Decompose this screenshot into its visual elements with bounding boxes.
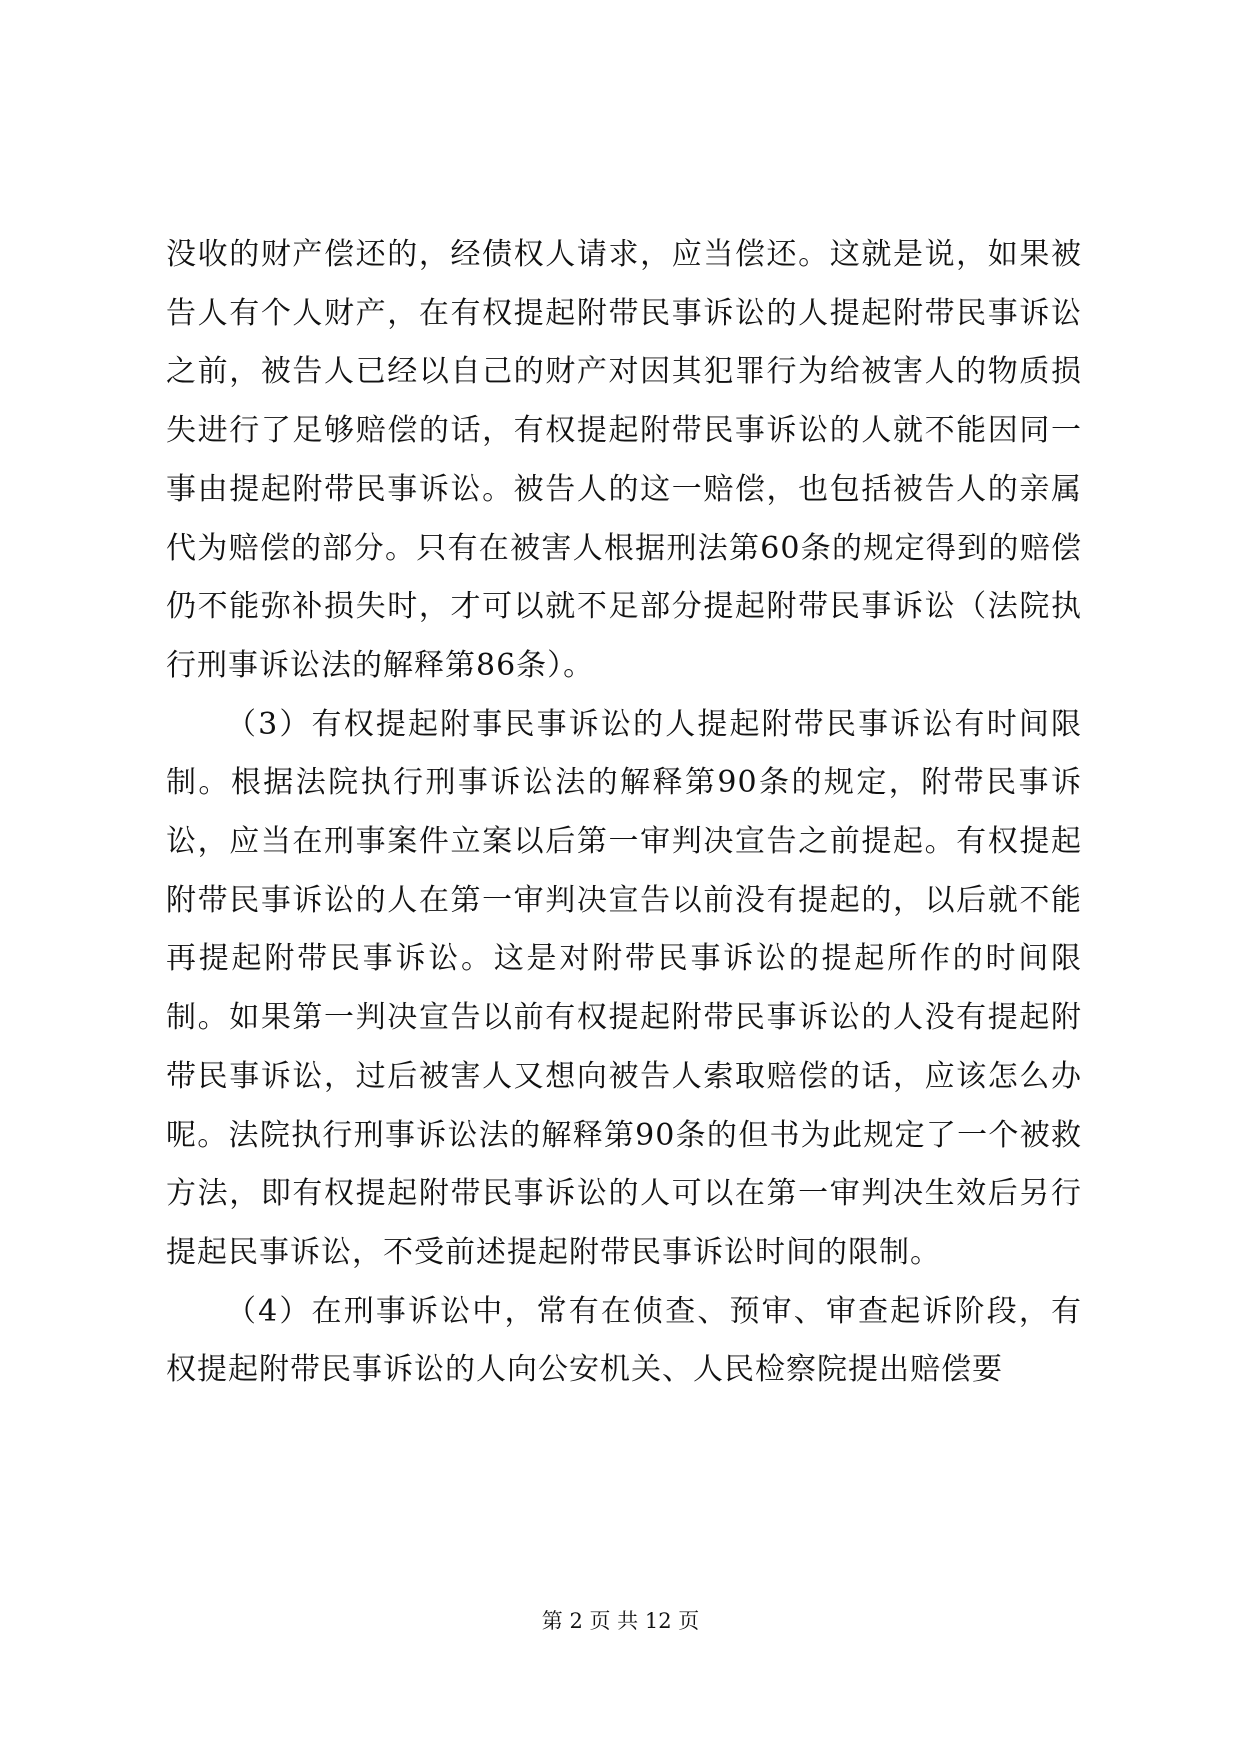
page-footer: 第 2 页 共 12 页 [541, 1609, 700, 1633]
body-text [166, 226, 1082, 1400]
paragraph-continuation: 没收的财产偿还的，经债权人请求，应当偿还。这就是说，如果被告人有个人财产，在有权提起附带民事诉讼的人提起附带民事诉讼之前，被告人已经以自己的财产对因其犯罪行为给被害人的物质损失进行了足够赔偿的话，有权提起附带民事诉讼的人就不能因同一事由提起附带民事诉讼。被告人的这一赔偿，也包括被告人的亲属代为赔偿的部分。只有在被害人根据刑法第60条的规定得到的赔偿仍不能弥补损失时，才可以就不足部分提起附带民事诉讼（法院执行刑事诉讼法的解释第86条）。 [166, 237, 1082, 683]
paragraph-item-3: （3）有权提起附事民事诉讼的人提起附带民事诉讼有时间限制。根据法院执行刑事诉讼法的解释第90条的规定，附带民事诉讼，应当在刑事案件立案以后第一审判决宣告之前提起。有权提起附带民事诉讼的人在第一审判决宣告以前没有提起的，以后就不能再提起附带民事诉讼。这是对附带民事诉讼的提起所作的时间限制。如果第一判决宣告以前有权提起附带民事诉讼的人没有提起附带民事诉讼，过后被害人又想向被告人索取赔偿的话，应该怎么办呢。法院执行刑事诉讼法的解释第90条的但书为此规定了一个被救方法，即有权提起附带民事诉讼的人可以在第一审判决生效后另行提起民事诉讼，不受前述提起附带民事诉讼时间的限制。 [166, 706, 1082, 1270]
paragraph-item-4: （4）在刑事诉讼中，常有在侦查、预审、审查起诉阶段，有权提起附带民事诉讼的人向公安机关、人民检察院提出赔偿要 [166, 1293, 1082, 1388]
